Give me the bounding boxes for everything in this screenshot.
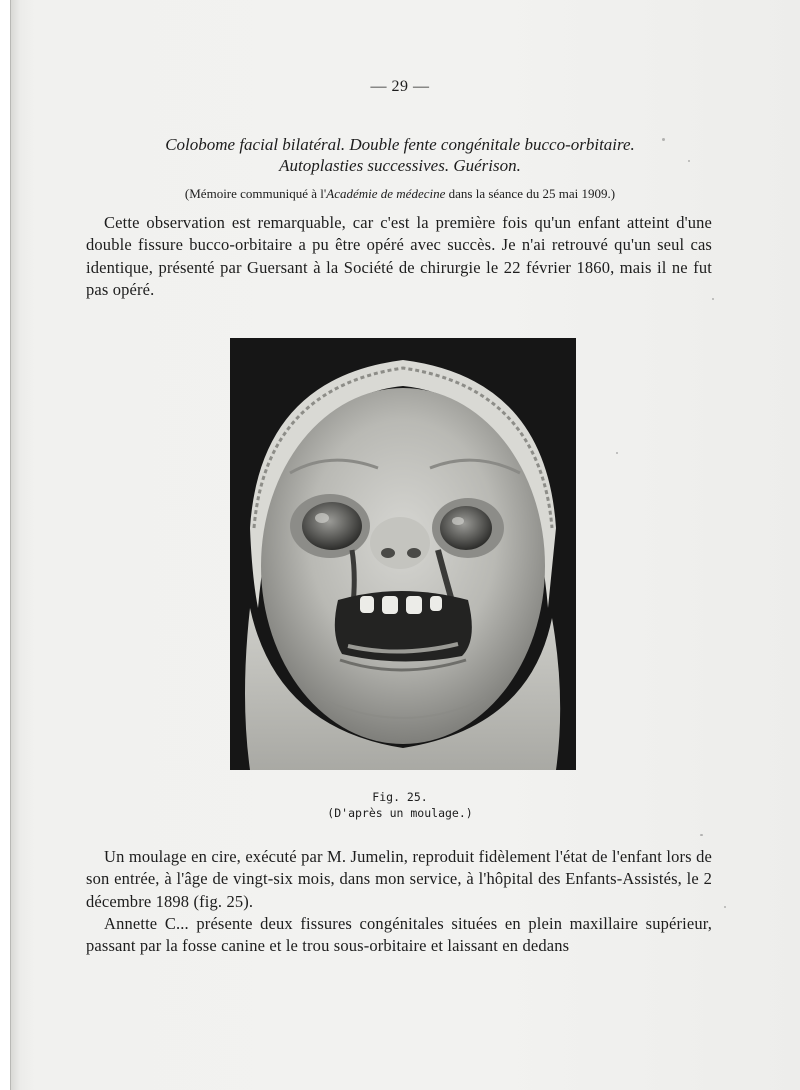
body-paragraph-1: Un moulage en cire, exécuté par M. Jumelin, reproduit fidèlement l'état de l'enfant lors de son entrée, à l'âge de vingt-six mois, dans mon service, à l'hôpital des Enfants-Assistés, le 2 décembre 1898 (fig. 25).	[86, 847, 712, 911]
tooth-1	[360, 596, 374, 613]
intro-paragraph-block	[86, 212, 712, 301]
right-eye	[440, 506, 492, 550]
figure-caption-number: Fig. 25.	[372, 790, 428, 804]
body-paragraph-2: Annette C... présente deux fissures congénitales situées en plein maxillaire supérieur, passant par la fosse canine et le trou sous-orbitaire et laissant en dedans	[86, 913, 712, 956]
right-nostril	[407, 548, 421, 558]
paper-speck	[712, 298, 714, 300]
left-eye	[302, 502, 362, 550]
paper-speck	[662, 138, 665, 141]
memo-suffix: dans la séance du 25 mai 1909.)	[445, 186, 616, 201]
nose	[370, 517, 430, 569]
memo-academy: Académie de médecine	[326, 186, 446, 201]
page-number: — 29 —	[370, 78, 430, 95]
intro-paragraph: Cette observation est remarquable, car c'est la première fois qu'un enfant atteint d'une double fissure bucco-orbitaire a pu être opéré avec succès. Je n'ai retrouvé qu'un seul cas identique, présenté par Guersant à la Société de chirurgie le 22 février 1860, mais il ne fut pas opéré.	[86, 213, 712, 299]
wax-cast-face-illustration	[230, 338, 576, 770]
tooth-2	[382, 596, 398, 614]
left-nostril	[381, 548, 395, 558]
article-title-line-2: Autoplasties successives. Guérison.	[279, 156, 521, 175]
left-eye-highlight	[315, 513, 329, 523]
right-eye-highlight	[452, 517, 464, 525]
figure-photograph	[230, 338, 576, 770]
paper-speck	[616, 452, 618, 454]
figure-caption-source: (D'après un moulage.)	[327, 806, 473, 820]
article-title-line-1: Colobome facial bilatéral. Double fente congénitale bucco-orbitaire.	[165, 135, 635, 154]
tooth-4	[430, 596, 442, 611]
paper-speck	[700, 834, 703, 836]
paper-speck	[688, 160, 690, 162]
paper-speck	[724, 906, 726, 908]
memo-prefix: (Mémoire communiqué à l'	[184, 186, 327, 201]
body-text-block	[86, 846, 712, 957]
memo-note	[90, 186, 710, 202]
tooth-3	[406, 596, 422, 614]
